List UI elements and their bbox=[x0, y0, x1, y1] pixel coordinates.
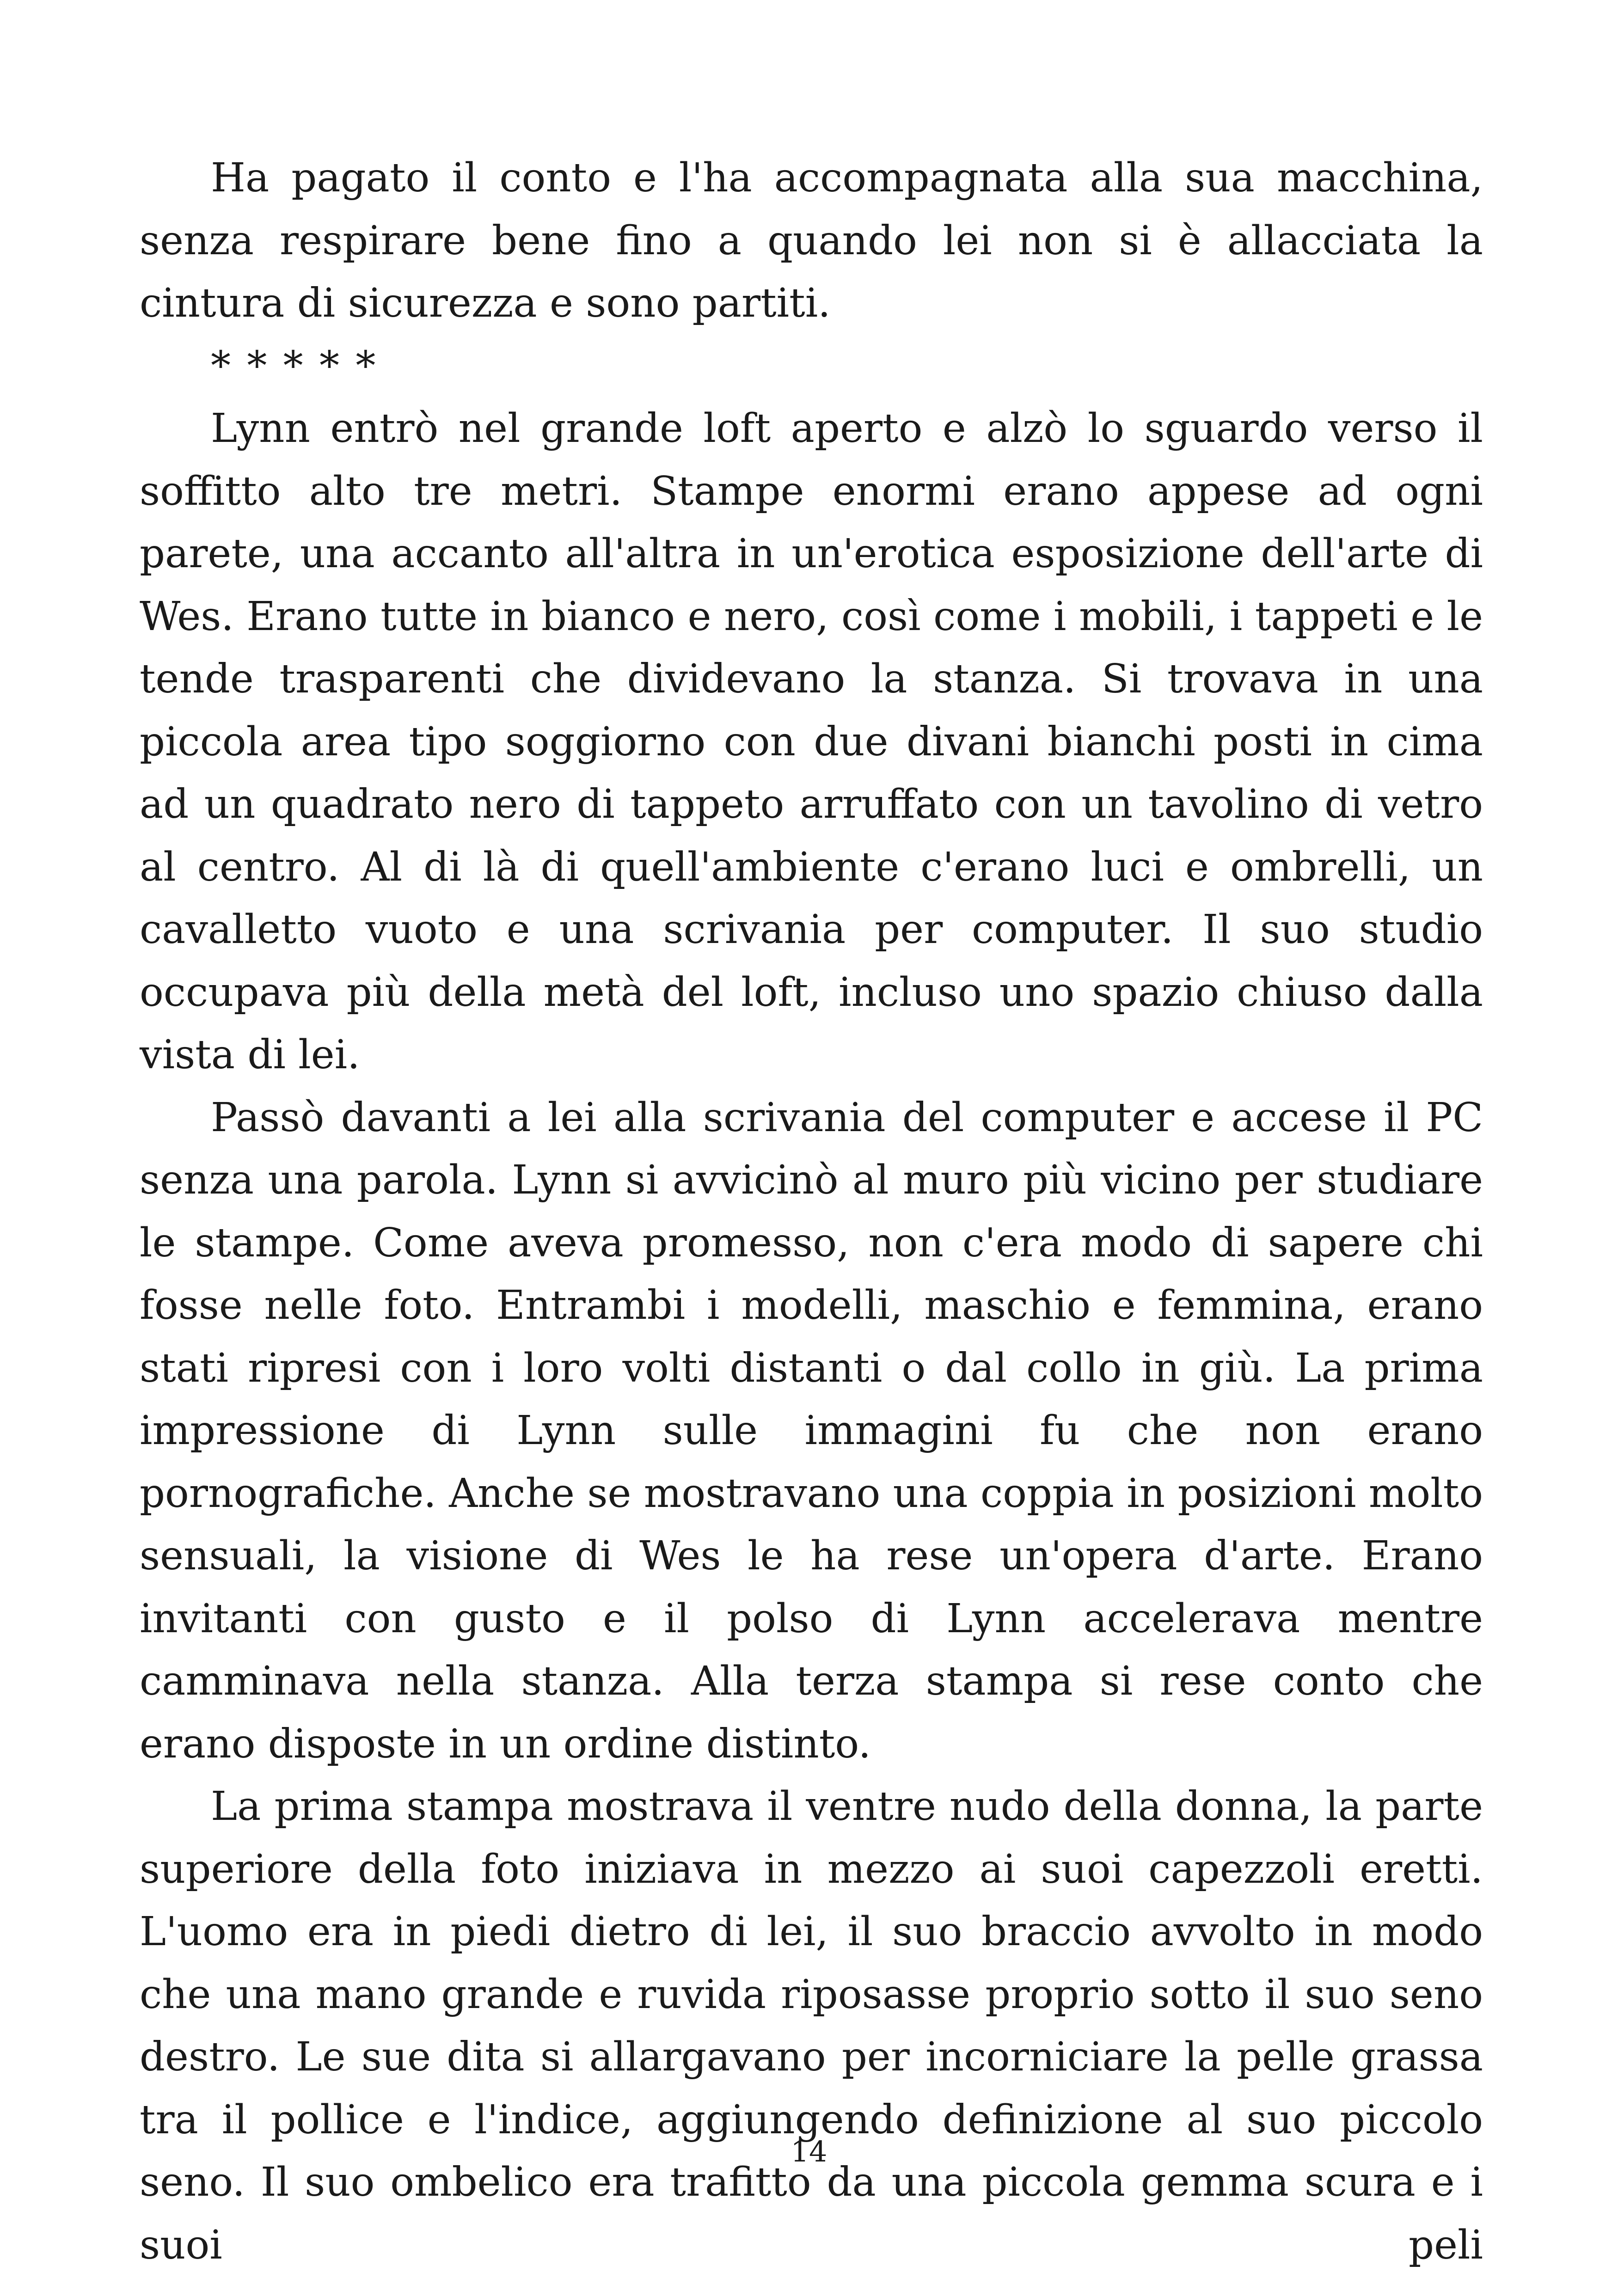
paragraph-1: Ha pagato il conto e l'ha accompagnata alla sua macchina, senza respirare bene fino a quando lei non si è allacciata la cintura di sicurezza e sono partiti. bbox=[140, 155, 1483, 326]
page-number: 14 bbox=[791, 2135, 827, 2168]
scene-break: * * * * * bbox=[211, 343, 378, 389]
body-text bbox=[140, 147, 1483, 2277]
paragraph-4: La prima stampa mostrava il ventre nudo della donna, la parte superiore della foto iniziava in mezzo ai suoi capezzoli eretti. L'uomo era in piedi dietro di lei, il suo braccio avvolto in modo che una mano grande e ruvida riposasse proprio sotto il suo seno destro. Le sue dita si allargavano per incorniciare la pelle grassa tra il pollice e l'indice, aggiungendo definizione al suo piccolo seno. Il suo ombelico era trafitto da una piccola gemma scura e i suoi peli bbox=[140, 1783, 1483, 2268]
paragraph-3: Passò davanti a lei alla scrivania del computer e accese il PC senza una parola. Lynn si avvicinò al muro più vicino per studiare le stampe. Come aveva promesso, non c'era modo di sapere chi fosse nelle foto. Entrambi i modelli, maschio e femmina, erano stati ripresi con i loro volti distanti o dal collo in giù. La prima impressione di Lynn sulle immagini fu che non erano pornografiche. Anche se mostravano una coppia in posizioni molto sensuali, la visione di Wes le ha rese un'opera d'arte. Erano invitanti con gusto e il polso di Lynn accelerava mentre camminava nella stanza. Alla terza stampa si rese conto che erano disposte in un ordine distinto. bbox=[140, 1094, 1483, 1767]
paragraph-2: Lynn entrò nel grande loft aperto e alzò lo sguardo verso il soffitto alto tre metri. Stampe enormi erano appese ad ogni parete, una accanto all'altra in un'erotica esposizione dell'arte di Wes. Erano tutte in bianco e nero, così come i mobili, i tappeti e le tende trasparenti che dividevano la stanza. Si trovava in una piccola area tipo soggiorno con due divani bianchi posti in cima ad un quadrato nero di tappeto arruffato con un tavolino di vetro al centro. Al di là di quell'ambiente c'erano luci e ombrelli, un cavalletto vuoto e una scrivania per computer. Il suo studio occupava più della metà del loft, incluso uno spazio chiuso dalla vista di lei. bbox=[140, 405, 1483, 1078]
